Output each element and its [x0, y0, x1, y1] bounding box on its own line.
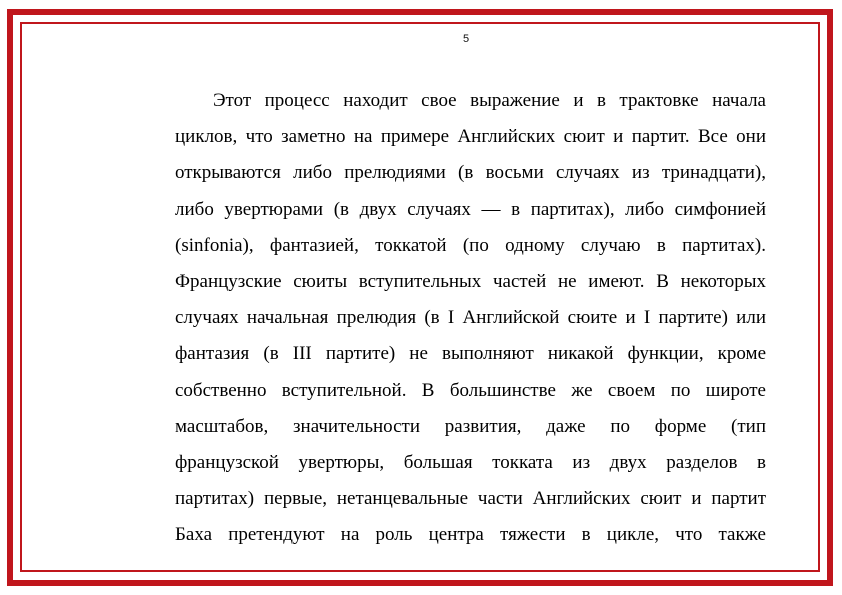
- paragraph-line: Баха претендуют на роль центра тяжести в цикле, что также: [175, 524, 766, 546]
- page-number: 5: [462, 33, 470, 45]
- paragraph-line: партитах) первые, нетанцевальные части Английских сюит и партит: [175, 488, 766, 510]
- body-paragraph: [175, 83, 766, 553]
- paragraph-line: случаях начальная прелюдия (в I Английской сюите и I партите) или: [175, 307, 766, 329]
- paragraph-line: (sinfonia), фантазией, токкатой (по одному случаю в партитах).: [175, 234, 766, 256]
- paragraph-line: циклов, что заметно на примере Английских сюит и партит. Все они: [175, 126, 766, 148]
- paragraph-line: собственно вступительной. В большинстве же своем по широте: [175, 379, 766, 401]
- paragraph-line: масштабов, значительности развития, даже по форме (тип: [175, 415, 766, 437]
- paragraph-line: Французские сюиты вступительных частей не имеют. В некоторых: [175, 270, 766, 292]
- paragraph-line: фантазия (в III партите) не выполняют никакой функции, кроме: [175, 343, 766, 365]
- paragraph-line: Этот процесс находит свое выражение и в трактовке начала: [213, 90, 766, 111]
- paragraph-line: либо увертюрами (в двух случаях — в партитах), либо симфонией: [175, 198, 766, 220]
- paragraph-line: французской увертюры, большая токката из двух разделов в: [175, 451, 766, 473]
- paragraph-line: открываются либо прелюдиями (в восьми случаях из тринадцати),: [175, 162, 766, 184]
